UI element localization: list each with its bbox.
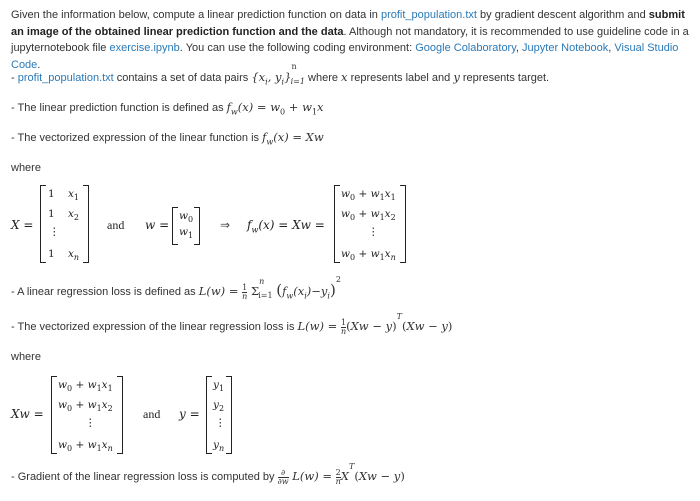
bullet-data-pairs	[11, 62, 550, 87]
bullet-gradient	[11, 462, 405, 486]
intro-text: by gradient descent algorithm and	[476, 9, 649, 21]
y-vector-bracket-right	[226, 376, 232, 454]
intro-text: . Although not mandatory, it is recommended to use guideline code in a jupyternotebook file	[11, 25, 689, 54]
bullet-text: contains a set of data pairs	[113, 72, 252, 84]
f-matrix-bracket-left	[334, 185, 340, 263]
y-vector-bracket-left	[206, 376, 212, 454]
bullet-loss-definition	[11, 275, 341, 301]
vectorized-function-formula: $f_w(x) = Xw$	[262, 130, 324, 147]
intro-text: . You can use the following coding environment:	[179, 42, 416, 54]
and-label-1: and	[107, 218, 125, 232]
f-matrix-bracket-right	[400, 185, 406, 263]
separator: ,	[515, 42, 523, 54]
intro-paragraph	[11, 7, 691, 73]
bullet-text: represents target.	[459, 72, 550, 84]
bullet-vectorized-loss	[11, 312, 453, 336]
notebook-link[interactable]: exercise.ipynb	[109, 42, 180, 54]
bullet-text: - The vectorized expression of the linear regression loss is	[11, 321, 298, 333]
bullet-vectorized-function	[11, 129, 324, 146]
x-matrix-bracket-left	[40, 185, 46, 263]
f-matrix-label: $f_w(x) = Xw$ =	[247, 218, 325, 235]
intro-bold-text: submit an image of the obtained linear prediction function and the data	[11, 9, 685, 38]
xw-matrix-bracket-left	[51, 376, 57, 454]
w-vector-label: w =	[145, 218, 170, 232]
vscode-link[interactable]: Visual Studio Code	[11, 42, 679, 71]
data-file-link-2[interactable]: profit_population.txt	[17, 72, 114, 84]
w-vector-bracket-right	[194, 207, 200, 245]
where-label-1: where	[11, 162, 41, 174]
w-vector-bracket-left	[172, 207, 178, 245]
bullet-text: - The linear prediction function is defined as	[11, 102, 227, 114]
implies-arrow: ⇒	[220, 218, 231, 232]
xw-matrix-label: Xw =	[11, 407, 44, 421]
bullet-text: - A linear regression loss is defined as	[11, 286, 199, 298]
jupyter-link[interactable]: Jupyter Notebook	[522, 42, 609, 54]
x-var: x	[341, 70, 348, 84]
and-label-2: and	[143, 407, 161, 421]
x-matrix-bracket-right	[83, 185, 89, 263]
xw-matrix-bracket-right	[117, 376, 123, 454]
bullet-linear-function	[11, 99, 324, 116]
y-vector-label: y =	[179, 407, 200, 421]
colab-link[interactable]: Google Colaboratory	[415, 42, 516, 54]
intro-text: Given the information below, compute a linear prediction function on data in	[11, 9, 381, 21]
y-var: y	[453, 70, 460, 84]
bullet-text: where	[304, 72, 342, 84]
bullet-prefix: -	[11, 72, 18, 84]
linear-function-formula: $f_w(x) = w_0 + w_1x$	[226, 100, 324, 117]
x-matrix-label: X =	[11, 218, 34, 232]
where-label-2: where	[11, 351, 41, 363]
bullet-text: - The vectorized expression of the linear function is	[11, 132, 263, 144]
bullet-text: - Gradient of the linear regression loss is computed by	[11, 471, 278, 483]
data-file-link[interactable]: profit_population.txt	[380, 9, 477, 21]
period: .	[37, 58, 41, 71]
gradient-formula: ∂ ∂w L(w) = $\frac{2}{n}X^T(Xw - y)$	[277, 462, 405, 486]
separator: ,	[608, 42, 615, 54]
bullet-text: represents label and	[347, 72, 454, 84]
vectorized-loss-formula: L(w) = $\frac{1}{n}(Xw - y)^T(Xw - y)$	[297, 312, 453, 336]
data-pairs-formula: {$x_i$, $y_i\}^n_{i=1}$	[251, 62, 305, 87]
loss-formula: L(w) = $\frac{1}{n} \Sigma^n_{i=1}$ $(f_w(x_i)-y_i)^2$	[198, 275, 341, 301]
